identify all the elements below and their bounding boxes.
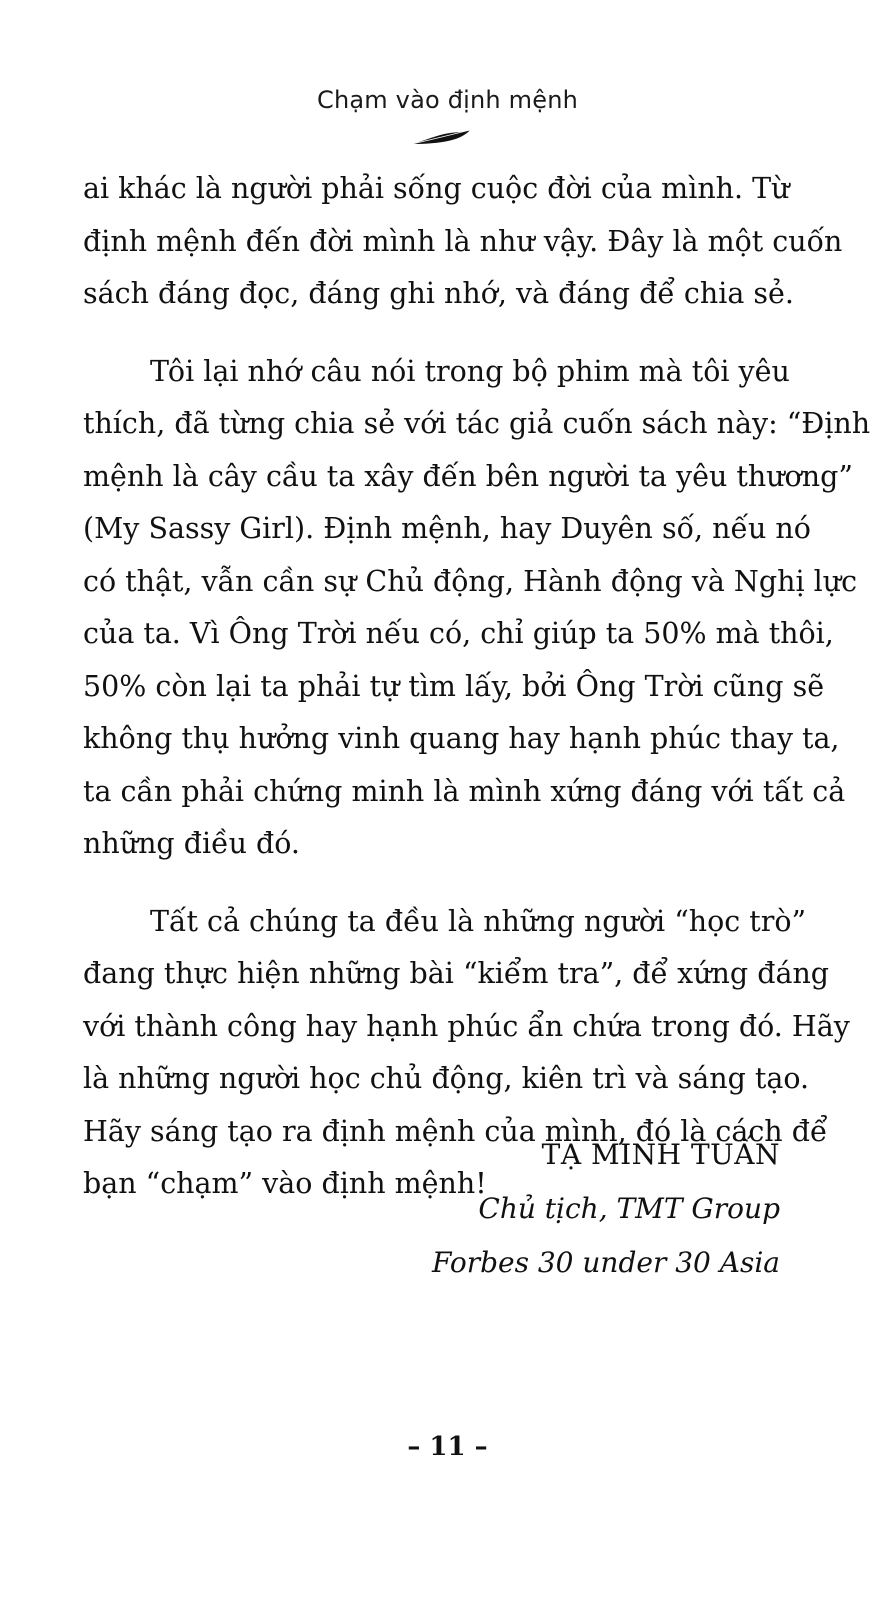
text-line: có thật, vẫn cần sự Chủ động, Hành động và Nghị lực xyxy=(83,564,858,598)
text-line: là những người học chủ động, kiên trì và sáng tạo. xyxy=(83,1062,810,1095)
text-line: Hãy sáng tạo ra định mệnh của mình, đó là cách để xyxy=(83,1114,828,1148)
body-text xyxy=(83,163,871,1211)
text-line: sách đáng đọc, đáng ghi nhớ, và đáng để chia sẻ. xyxy=(83,277,794,310)
text-line: của ta. Vì Ông Trời nếu có, chỉ giúp ta 50% mà thôi, xyxy=(83,617,834,650)
text-line: những điều đó. xyxy=(83,827,300,860)
text-line: Tôi lại nhớ câu nói trong bộ phim mà tôi yêu xyxy=(150,354,790,388)
feather-icon xyxy=(410,127,472,147)
text-line: đang thực hiện những bài “kiểm tra”, để xứng đáng xyxy=(83,957,830,990)
page-number: – 11 – xyxy=(407,1432,488,1462)
author-award: Forbes 30 under 30 Asia xyxy=(431,1246,780,1279)
text-line: bạn “chạm” vào định mệnh! xyxy=(83,1167,487,1200)
text-line: ta cần phải chứng minh là mình xứng đáng với tất cả xyxy=(83,774,846,808)
text-line: thích, đã từng chia sẻ với tác giả cuốn sách này: “Định xyxy=(83,407,871,440)
text-line: ai khác là người phải sống cuộc đời của mình. Từ xyxy=(83,172,790,205)
signature-block xyxy=(432,1128,780,1290)
text-line: (My Sassy Girl). Định mệnh, hay Duyên số, nếu nó xyxy=(83,512,811,545)
text-line: 50% còn lại ta phải tự tìm lấy, bởi Ông Trời cũng sẽ xyxy=(83,669,825,703)
text-line: mệnh là cây cầu ta xây đến bên người ta yêu thương” xyxy=(83,459,853,493)
author-name: TẠ MINH TUẤN xyxy=(541,1138,780,1171)
text-line: định mệnh đến đời mình là như vậy. Đây là một cuốn xyxy=(83,224,843,258)
text-line: không thụ hưởng vinh quang hay hạnh phúc thay ta, xyxy=(83,722,840,755)
text-line: Tất cả chúng ta đều là những người “học trò” xyxy=(150,904,807,938)
text-line: với thành công hay hạnh phúc ẩn chứa trong đó. Hãy xyxy=(83,1009,850,1043)
author-title: Chủ tịch, TMT Group xyxy=(478,1192,780,1225)
running-header: Chạm vào định mệnh xyxy=(316,86,579,114)
